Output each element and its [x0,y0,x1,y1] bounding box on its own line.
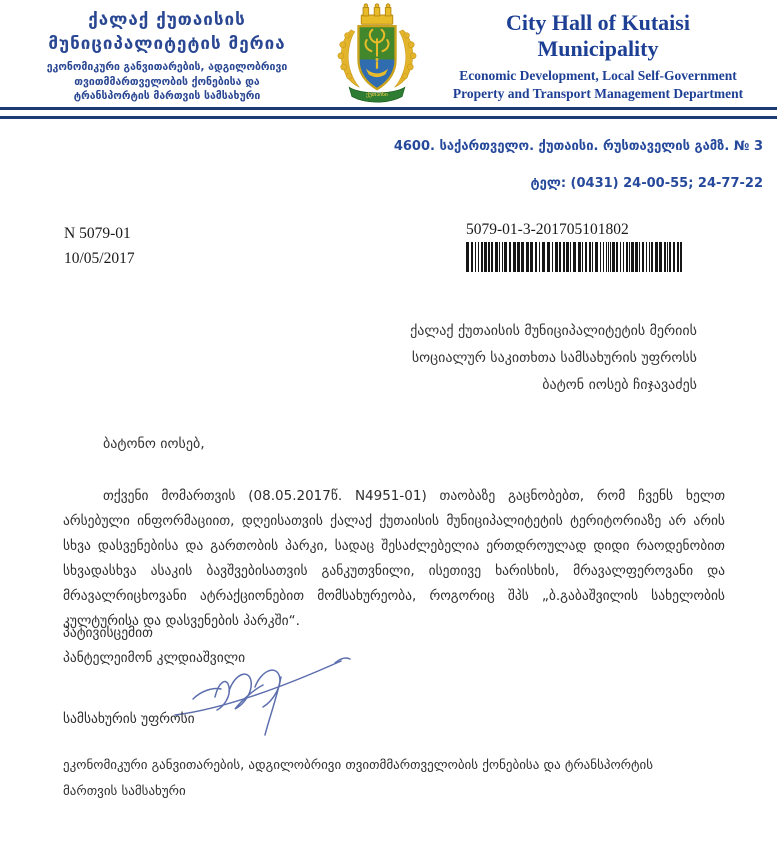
recipient-block [410,318,697,399]
contact-block [394,128,763,202]
org-dept-en-line2: Property and Transport Management Department [452,86,744,101]
department-footer-line2: მართვის სამსახური [63,784,186,799]
kutaisi-coat-of-arms-icon [330,2,424,104]
reference-number: N 5079-01 [64,225,131,242]
address-line: 4600. საქართველო. ქუთაისი. რუსთაველის გამზ. № 3 [393,139,763,154]
org-title-en-line1: City Hall of Kutaisi [506,10,690,35]
letter-body: თქვენი მომართვის (08.05.2017წ. N4951-01) თაობაზე გაცნობებთ, რომ ჩვენს ხელთ არსებული ინფორმაციით, დღეისათვის ქალაქ ქუთაისის მუნიციპალიტეტის ტერიტორიაზე არ არის სხვა დასვენებისა და გართობის პარკი, სადაც შესაძლებელია ერთდროულად დიდი რაოდენობით სხვადასხვა ასაკის ბავშვებისათვის განკუთვნილი, ისეთივე ხარისხის, მრავალფეროვანი და მრავალრიცხოვანი ატრაქციონებით მომსახურეობა, როგორიც შპს „ბ.გაბაშვილის სახელობის კულტურისა და დასვენების პარკში“. [63,487,725,629]
recipient-line2: სოციალურ საკითხთა სამსახურის უფროსს [411,350,697,366]
reference-date: 10/05/2017 [64,250,135,267]
org-title-en-line2: Municipality [537,36,659,61]
phone-line: ტელ: (0431) 24-00-55; 24-77-22 [530,176,763,191]
barcode-label: 5079-01-3-201705101802 [466,221,629,238]
closing-phrase: პატივისცემით [63,625,153,641]
salutation: ბატონო იოსებ, [103,436,205,452]
signer-name: პანტელეიმონ კლდიაშვილი [63,650,246,666]
header-divider [0,107,777,119]
recipient-line1: ქალაქ ქუთაისის მუნიციპალიტეტის მერიის [410,323,697,339]
department-footer-line1: ეკონომიკური განვითარების, ადგილობრივი თვითმმართველობის ქონებისა და ტრანსპორტის [63,758,654,773]
org-title-ka-line2: მუნიციპალიტეტის მერია [48,34,286,54]
org-dept-ka-line2: თვითმმართველობის ქონებისა და [74,75,260,88]
org-dept-ka-line3: ტრანსპორტის მართვის სამსახური [73,90,261,102]
barcode-block [466,221,706,272]
signer-title: სამსახურის უფროსი [63,711,195,727]
org-dept-ka-line1: ეკონომიკური განვითარების, ადგილობრივი [46,61,288,73]
org-dept-en-line1: Economic Development, Local Self-Government [459,68,737,83]
department-footer [63,753,718,805]
barcode [466,242,684,272]
reference-block [64,221,135,271]
recipient-line3: ბატონ იოსებ ჩიჯავაძეს [542,377,697,393]
org-title-ka-line1: ქალაქ ქუთაისის [88,10,246,30]
header-org-english [426,10,770,103]
emblem-banner-text: ქუთაისი [366,92,388,99]
header-org-georgian [6,8,328,104]
